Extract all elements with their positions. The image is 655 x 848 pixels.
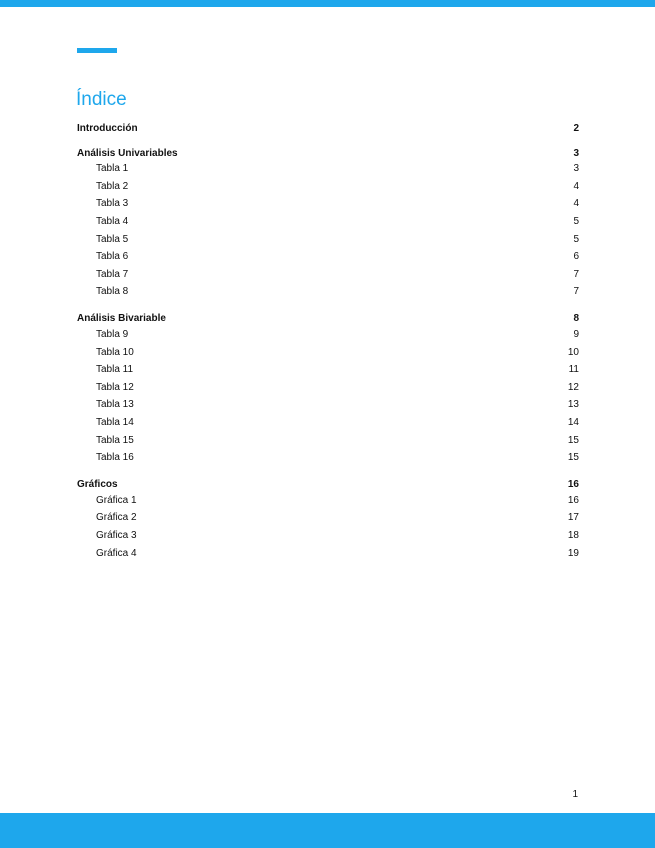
toc-entry-analisis-univariables[interactable] bbox=[77, 146, 579, 160]
toc-subentry-tabla-3[interactable] bbox=[77, 195, 579, 213]
toc-entry-label: Tabla 6 bbox=[96, 251, 129, 263]
toc-entry-graficos[interactable] bbox=[77, 478, 579, 492]
toc-entry-label: Tabla 11 bbox=[96, 364, 134, 376]
toc-entry-page: 5 bbox=[573, 233, 579, 245]
toc-entry-label: Análisis Univariables bbox=[77, 147, 178, 159]
toc-entry-page: 15 bbox=[567, 434, 579, 446]
toc-entry-label: Tabla 5 bbox=[96, 233, 129, 245]
toc-entry-label: Tabla 16 bbox=[96, 452, 134, 464]
toc-subentry-grafica-4[interactable] bbox=[77, 544, 579, 562]
toc-subentry-tabla-14[interactable] bbox=[77, 414, 579, 432]
toc-subentry-grafica-2[interactable] bbox=[77, 509, 579, 527]
toc-entry-page: 2 bbox=[573, 122, 579, 134]
toc-entry-page: 5 bbox=[573, 216, 579, 228]
toc-entry-page: 6 bbox=[573, 251, 579, 263]
toc-entry-page: 16 bbox=[567, 479, 579, 490]
toc-entry-label: Tabla 12 bbox=[96, 381, 134, 393]
top-accent-bar bbox=[0, 0, 655, 7]
toc-subentry-tabla-15[interactable] bbox=[77, 431, 579, 449]
toc-entry-label: Tabla 13 bbox=[96, 399, 134, 411]
toc-entry-page: 17 bbox=[567, 512, 579, 524]
toc-subentry-tabla-11[interactable] bbox=[77, 361, 579, 379]
toc-entry-page: 16 bbox=[567, 494, 579, 506]
toc-entry-label: Tabla 3 bbox=[96, 198, 129, 210]
toc-entry-page: 15 bbox=[567, 452, 579, 464]
toc-subentry-grafica-3[interactable] bbox=[77, 527, 579, 545]
toc-subentry-tabla-9[interactable] bbox=[77, 326, 579, 344]
toc-entry-page: 14 bbox=[567, 417, 579, 429]
toc-entry-label: Gráfica 4 bbox=[96, 547, 137, 559]
toc-subentry-tabla-8[interactable] bbox=[77, 283, 579, 301]
toc-entry-label: Tabla 8 bbox=[96, 286, 129, 298]
toc-subentry-tabla-4[interactable] bbox=[77, 213, 579, 231]
toc-entry-page: 19 bbox=[567, 547, 579, 559]
toc-entry-label: Tabla 2 bbox=[96, 180, 129, 192]
toc-entry-label: Tabla 15 bbox=[96, 434, 134, 446]
toc-entry-page: 11 bbox=[568, 364, 579, 376]
table-of-contents bbox=[77, 121, 579, 562]
toc-entry-page: 9 bbox=[573, 329, 579, 341]
toc-entry-page: 7 bbox=[573, 286, 579, 298]
page-title: Índice bbox=[76, 89, 127, 110]
toc-entry-label: Tabla 14 bbox=[96, 417, 134, 429]
toc-entry-page: 3 bbox=[573, 147, 579, 159]
toc-subentry-tabla-7[interactable] bbox=[77, 266, 579, 284]
toc-entry-page: 3 bbox=[573, 163, 579, 175]
toc-entry-page: 10 bbox=[567, 346, 579, 358]
toc-subentry-tabla-1[interactable] bbox=[77, 160, 579, 178]
toc-entry-label: Gráfica 3 bbox=[96, 529, 137, 541]
toc-entry-page: 13 bbox=[567, 399, 579, 411]
toc-entry-page: 8 bbox=[573, 313, 579, 325]
toc-subentry-grafica-1[interactable] bbox=[77, 492, 579, 510]
toc-subentry-tabla-2[interactable] bbox=[77, 178, 579, 196]
toc-subentry-tabla-6[interactable] bbox=[77, 248, 579, 266]
toc-entry-label: Gráfica 1 bbox=[96, 494, 137, 506]
toc-entry-analisis-bivariable[interactable] bbox=[77, 312, 579, 326]
toc-entry-label: Tabla 4 bbox=[96, 216, 129, 228]
toc-subentry-tabla-13[interactable] bbox=[77, 396, 579, 414]
toc-entry-introduccion[interactable] bbox=[77, 121, 579, 135]
toc-entry-page: 4 bbox=[573, 198, 579, 210]
toc-entry-label: Introducción bbox=[77, 122, 138, 134]
toc-entry-page: 7 bbox=[573, 268, 579, 280]
page-number: 1 bbox=[572, 789, 578, 800]
toc-entry-label: Gráfica 2 bbox=[96, 512, 137, 524]
toc-entry-page: 4 bbox=[573, 180, 579, 192]
toc-entry-label: Tabla 9 bbox=[96, 329, 129, 341]
toc-entry-label: Gráficos bbox=[77, 479, 118, 490]
toc-subentry-tabla-10[interactable] bbox=[77, 343, 579, 361]
toc-entry-label: Análisis Bivariable bbox=[77, 313, 166, 325]
toc-entry-label: Tabla 10 bbox=[96, 346, 134, 358]
toc-subentry-tabla-12[interactable] bbox=[77, 379, 579, 397]
toc-subentry-tabla-16[interactable] bbox=[77, 449, 579, 467]
bottom-accent-bar bbox=[0, 813, 655, 848]
toc-subentry-tabla-5[interactable] bbox=[77, 230, 579, 248]
toc-entry-label: Tabla 1 bbox=[96, 163, 129, 175]
title-accent-dash bbox=[77, 48, 117, 53]
toc-entry-label: Tabla 7 bbox=[96, 268, 129, 280]
toc-entry-page: 18 bbox=[567, 529, 579, 541]
toc-entry-page: 12 bbox=[567, 381, 579, 393]
